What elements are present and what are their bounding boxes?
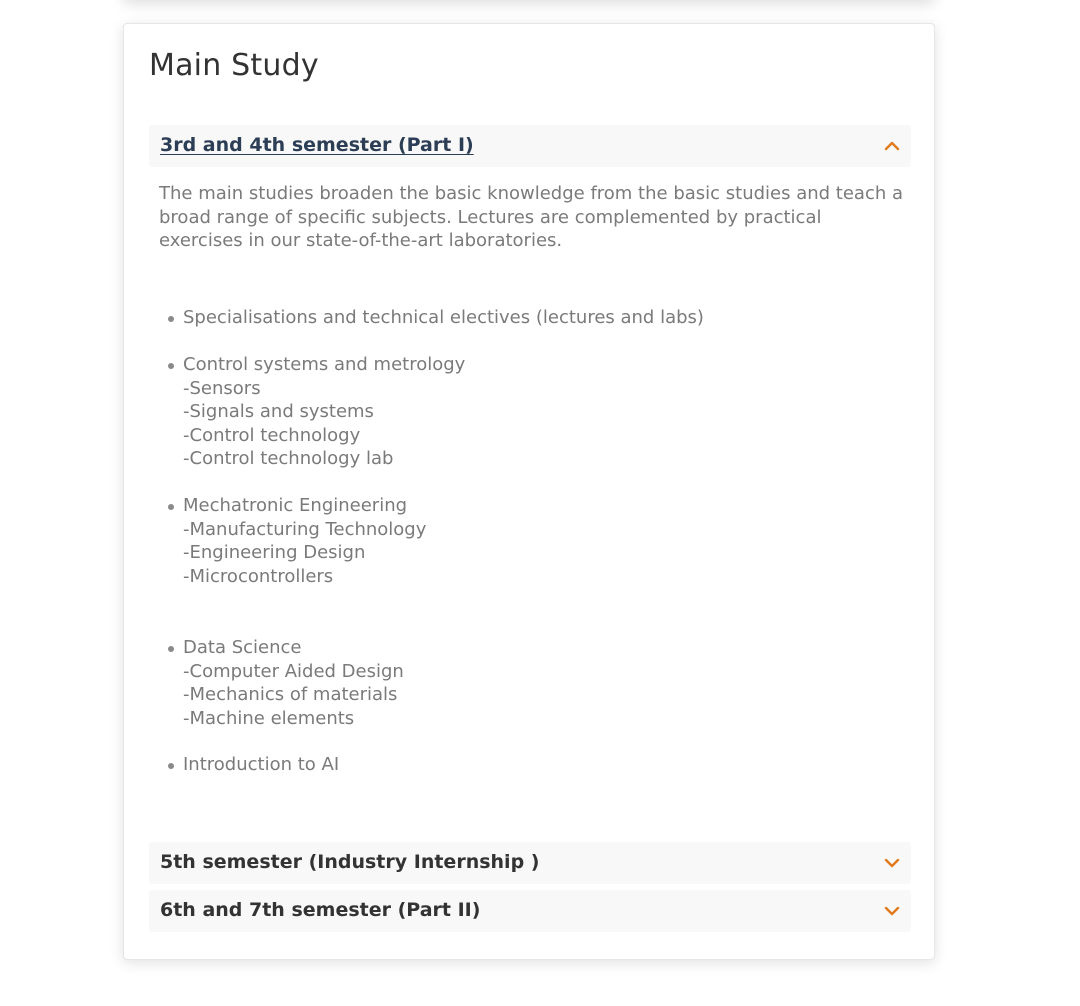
intro-paragraph: The main studies broaden the basic knowledge from the basic studies and teach a broad range of specific subjects. Lectures are complemented by practical exercises in our state-of-the-art laboratories. [159, 183, 904, 251]
list-item [183, 353, 465, 471]
accordion-header-internship[interactable] [149, 842, 911, 884]
accordion-label[interactable]: 3rd and 4th semester (Part I) [160, 134, 474, 156]
subject-sub-item: -Microcontrollers [183, 565, 334, 587]
accordion-label[interactable]: 6th and 7th semester (Part II) [160, 899, 481, 921]
subject-sub-item: -Control technology [183, 424, 361, 446]
subject-title: Specialisations and technical electives (lectures and labs) [183, 307, 704, 328]
list-item [183, 494, 426, 588]
accordion-header-part-1[interactable] [149, 125, 911, 167]
subject-title: Data Science [183, 637, 302, 658]
subject-sub-item: -Control technology lab [183, 448, 394, 469]
chevron-down-icon[interactable] [883, 902, 901, 920]
chevron-up-icon[interactable] [883, 137, 901, 155]
subject-sub-item: -Manufacturing Technology [183, 518, 427, 540]
subject-sub-item: -Sensors [183, 377, 261, 399]
accordion-label[interactable]: 5th semester (Industry Internship ) [160, 851, 540, 873]
subject-sub-item: -Computer Aided Design [183, 660, 404, 682]
chevron-down-icon[interactable] [883, 854, 901, 872]
subject-sub-item: -Machine elements [183, 707, 355, 729]
subject-title: Introduction to AI [183, 754, 340, 775]
main-study-card [123, 23, 935, 960]
card-title: Main Study [149, 48, 319, 83]
subject-sub-item: -Mechanics of materials [183, 684, 398, 705]
accordion-header-part-2[interactable] [149, 890, 911, 932]
list-item [183, 306, 704, 330]
subject-sub-item: -Engineering Design [183, 542, 366, 563]
list-item [183, 636, 404, 730]
list-item [183, 753, 339, 777]
subject-title: Mechatronic Engineering [183, 495, 408, 516]
accordion-panel-part-1 [159, 182, 909, 775]
subject-sub-item: -Signals and systems [183, 401, 374, 422]
subject-title: Control systems and metrology [183, 354, 466, 375]
